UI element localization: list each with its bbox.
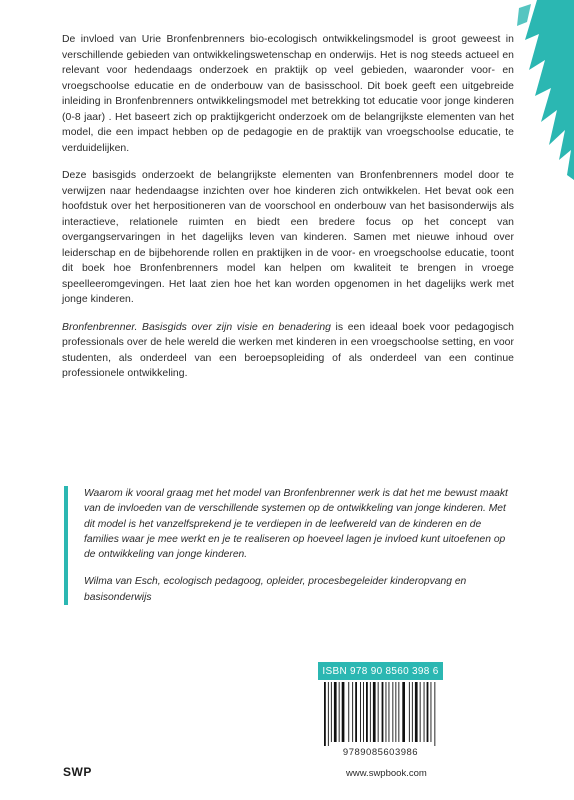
paragraph-1: De invloed van Urie Bronfenbrenners bio-ecologisch ontwikkelingsmodel is groot geweest in verschillende gebieden van ontwikkelingswetenschap en onderwijs. Het is nog steeds actueel en relevant voor hedendaags onderzoek en praktijk op veel gebieden, waaronder voor- en vroegschoolse educatie en de onderbouw van de basisschool. Dit boek geeft een uitgebreide inleiding in Bronfenbrenners ontwikkelingsmodel met betrekking tot educatie voor jonge kinderen (0-8 jaar) . Het baseert zich op praktijkgericht onderzoek om de belangrijkste elementen van het model, die een impact hebben op de pedagogie en de praktijk van vroegschoolse educatie, te verduidelijken. [62, 34, 514, 154]
isbn-barcode [318, 662, 443, 762]
barcode-bar [402, 682, 405, 742]
barcode-bar [324, 682, 326, 746]
barcode-bar [424, 682, 425, 742]
barcode-bar [334, 682, 337, 742]
paragraph-3 [62, 320, 514, 382]
barcode-bar [392, 682, 393, 742]
barcode-bar [409, 682, 410, 742]
barcode-bar [434, 682, 435, 746]
barcode-bar [389, 682, 390, 742]
paragraph-3-rest: is een ideaal boek voor pedagogisch professionals over de hele wereld die werken met kinderen in een vroegschoolse setting, en voor studenten, als onderdeel van een beroepsopleiding of als onderdeel van een continue professionele ontwikkeling. [62, 321, 514, 379]
barcode-bar [412, 682, 413, 742]
barcode-bar [420, 682, 421, 742]
barcode-bars [318, 682, 443, 746]
quote-text: Waarom ik vooral graag met het model van Bronfenbrenner werk is dat het me bewust maakt van de invloeden van de verschillende systemen op de ontwikkeling van jonge kinderen. Met dit model is het vanzelfsprekend je te verdiepen in de leefwereld van de kinderen en de families waar je mee werkt en je te realiseren op hoeveel lagen je invloed kunt uitoefenen op de ontwikkeling van jonge kinderen. [84, 488, 508, 561]
barcode-bar [348, 682, 349, 742]
barcode-digits: 9789085603986 [342, 747, 419, 758]
barcode-bar [415, 682, 418, 742]
barcode-bar [398, 682, 399, 742]
quote-citation: Wilma van Esch, ecologisch pedagoog, opleider, procesbegeleider kinderopvang en basisonderwijs [84, 576, 467, 603]
barcode-bar [370, 682, 371, 742]
barcode-bar [339, 682, 340, 742]
barcode-bar [382, 682, 384, 742]
barcode-bar [352, 682, 353, 742]
barcode-bar [328, 682, 329, 746]
barcode-bar [378, 682, 379, 742]
barcode-bar [386, 682, 387, 742]
barcode-bar [373, 682, 376, 742]
barcode-bar [431, 682, 432, 742]
barcode-bar [355, 682, 357, 742]
barcode-bar [366, 682, 368, 742]
publisher-logo: SWP [63, 765, 92, 779]
back-cover-text [62, 32, 514, 394]
book-title-italic: Bronfenbrenner. Basisgids over zijn visie en benadering [62, 321, 332, 333]
barcode-bar [360, 682, 361, 742]
paragraph-2: Deze basisgids onderzoekt de belangrijkste elementen van Bronfenbrenners model door te verwijzen naar hedendaagse inzichten over hoe kinderen zich ontwikkelen. Het bevat ook een hoofdstuk over het herpositioneren van de voorschool en onderbouw van het basisonderwijs als interactieve, relationele ruimten en biedt een bredere focus op het concept van overgangservaringen in het dagelijks leven van kinderen. Samen met nieuwe inhoud over leiderschap en de bijbehorende rollen en praktijken in de voor- en vroegschoolse educatie, toont dit boek hoe Bronfenbrenners model kan helpen om kwaliteit te brengen in vroege speelleeromgevingen. Het laat zien hoe het kan worden opgenomen in het dagelijks werk met jonge kinderen. [62, 170, 514, 305]
testimonial-quote [64, 486, 516, 605]
publisher-website: www.swpbook.com [346, 768, 427, 779]
barcode-bar [363, 682, 364, 742]
barcode-bar [342, 682, 345, 742]
barcode-bar [395, 682, 396, 742]
barcode-bar [427, 682, 429, 742]
barcode-bar [331, 682, 332, 742]
isbn-label: ISBN 978 90 8560 398 6 [318, 662, 443, 680]
